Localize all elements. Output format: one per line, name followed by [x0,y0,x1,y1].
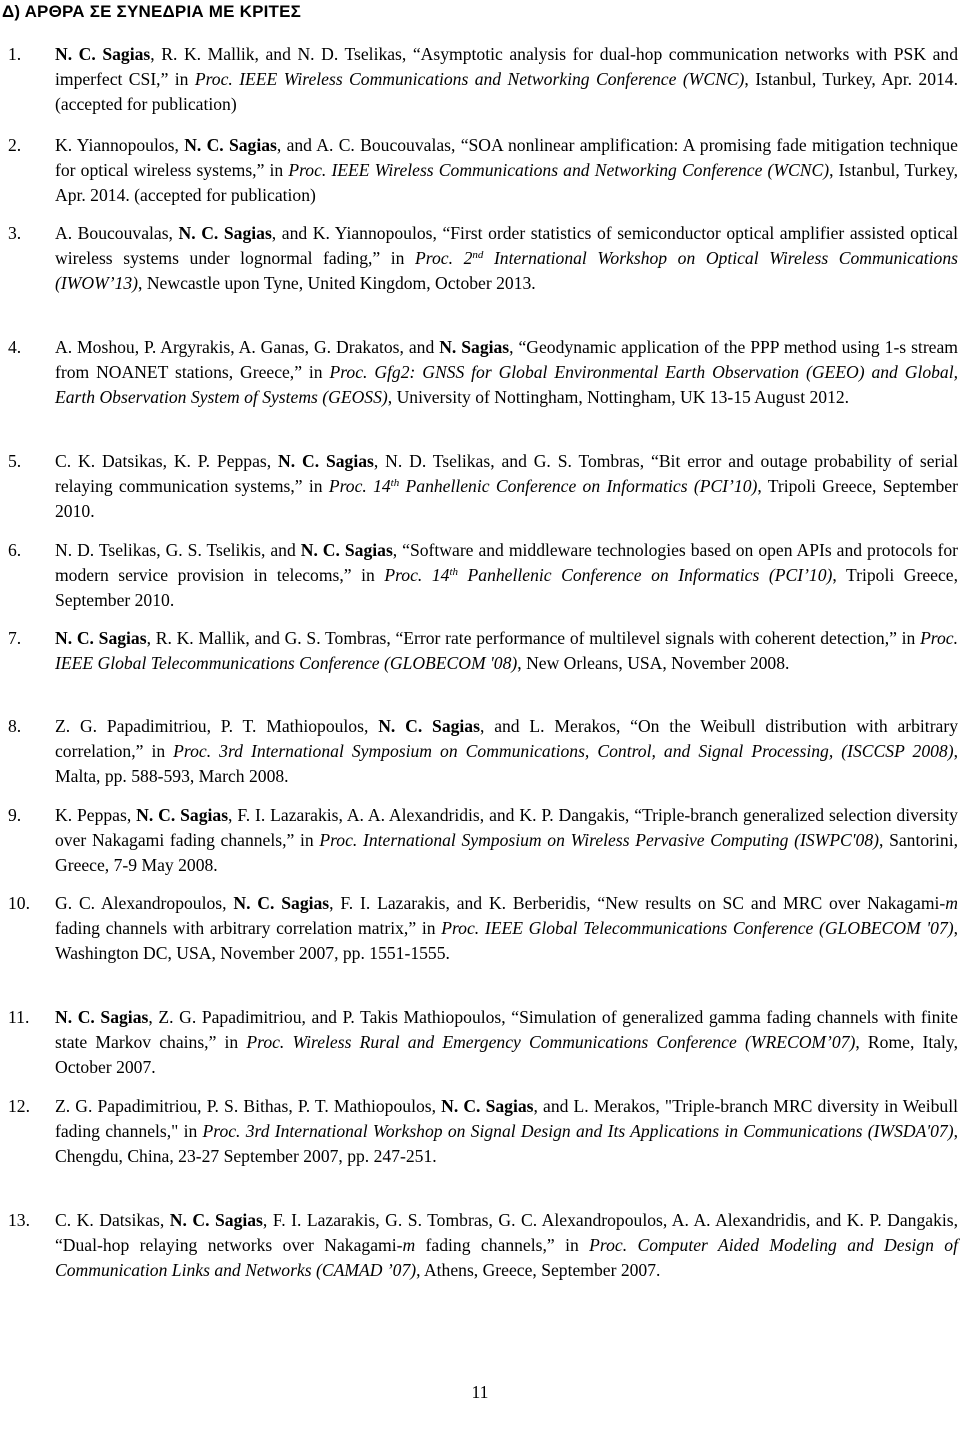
author-highlight: N. C. Sagias [178,223,272,243]
author-highlight: N. C. Sagias [233,893,330,913]
citation-text: , “Geodynamic application of the PPP method using 1-s stream from NOANET stations, Greece,” in [55,337,958,382]
author-highlight: N. C. Sagias [278,451,374,471]
citation-text: , and K. Yiannopoulos, “First order statistics of semiconductor optical amplifier assisted optical wireless systems under lognormal fading,” in [55,223,959,268]
venue-text: th [449,566,458,578]
reference-text [55,221,958,296]
citation-text: , Newcastle upon Tyne, United Kingdom, October 2013. [138,273,536,293]
venue-text: m [402,1235,416,1255]
author-highlight: N. C. Sagias [184,135,277,155]
citation-text: , and L. Merakos, "Triple-branch MRC diversity in Weibull fading channels," in [55,1096,958,1141]
author-highlight: N. C. Sagias [55,44,151,64]
reference-text [55,1094,958,1169]
citation-text: , University of Nottingham, Nottingham, UK 13-15 August 2012. [387,387,850,407]
venue-text: th [390,477,400,489]
citation-text: , Chengdu, China, 23-27 September 2007, pp. 247-251. [55,1121,958,1166]
reference-text [55,449,958,524]
venue-text: Proc. IEEE Wireless Communications and Networking Conference (WCNC) [194,69,745,89]
citation-text: , Malta, pp. 588-593, March 2008. [55,741,958,786]
citation-text [453,248,464,268]
venue-text: Proc. IEEE Wireless Communications and Networking Conference (WCNC) [288,160,830,180]
venue-text: Proc. IEEE Global Telecommunications Conference (GLOBECOM '08) [55,628,959,673]
reference-number: 6. [8,540,22,560]
reference-number: 8. [8,716,22,736]
reference-text [55,133,958,208]
citation-text: K. Yiannopoulos, [55,135,185,155]
reference-text [55,626,958,676]
venue-text: Panhellenic Conference on Informatics (PCI’10) [399,476,758,496]
citation-text: , F. I. Lazarakis, G. S. Tombras, G. C. Alexandropoulos, A. A. Alexandridis, and K. P. Dangakis, “Dual-hop relaying networks over Nakagami- [55,1210,959,1255]
citation-text: , Tripoli Greece, September 2010. [55,565,958,610]
author-highlight: N. C. Sagias [300,540,393,560]
reference-number: 7. [8,628,22,648]
reference-text [55,891,958,966]
citation-text: , and L. Merakos, “On the Weibull distribution with arbitrary correlation,” in [55,716,959,761]
venue-text: Proc. Wireless Rural and Emergency Communications Conference (WRECOM’07) [246,1032,856,1052]
venue-text: m [945,893,958,913]
citation-text: C. K. Datsikas, [55,1210,170,1230]
reference-number: 9. [8,805,22,825]
venue-text: Proc. 14 [328,476,391,496]
citation-text: , Istanbul, Turkey, Apr. 2014. (accepted for publication) [55,69,958,114]
author-highlight: N. C. Sagias [55,628,147,648]
venue-text: International Workshop on Optical Wireless Communications (IWOW’13) [55,248,958,293]
citation-text: fading channels with arbitrary correlation matrix,” in [55,918,442,938]
citation-text: , R. K. Mallik, and G. S. Tombras, “Error rate performance of multilevel signals with coherent detection,” in [146,628,921,648]
reference-number: 13. [8,1210,30,1230]
author-highlight: N. C. Sagias [378,716,480,736]
page-number: 11 [471,1382,489,1402]
citation-text: A. Boucouvalas, [55,223,179,243]
reference-text [55,335,958,410]
reference-text [55,714,958,789]
author-highlight: N. Sagias [439,337,510,357]
reference-number: 3. [8,223,22,243]
citation-text: , N. D. Tselikas, and G. S. Tombras, “Bit error and outage probability of serial relaying communication systems,” in [55,451,958,496]
reference-number: 10. [8,893,30,913]
reference-number: 12. [8,1096,30,1116]
citation-text: C. K. Datsikas, K. P. Peppas, [55,451,279,471]
reference-number: 1. [8,44,22,64]
reference-number: 4. [8,337,22,357]
section-title: Δ) ΑΡΘΡΑ ΣΕ ΣΥΝΕΔΡΙΑ ΜΕ ΚΡΙΤΕΣ [2,2,302,21]
venue-text: Proc. Gfg2: GNSS for Global Environmental Earth Observation (GEEO) and Global, Earth Observation System of Systems (GEOSS) [55,362,959,407]
venue-text: nd [472,249,484,261]
venue-text: Proc. [415,248,453,268]
venue-text: Panhellenic Conference on Informatics (PCI’10) [458,565,833,585]
citation-text: , Santorini, Greece, 7-9 May 2008. [55,830,958,875]
citation-text: , New Orleans, USA, November 2008. [517,653,790,673]
citation-text: , F. I. Lazarakis, and K. Berberidis, “New results on SC and MRC over Nakagami- [329,893,946,913]
venue-text: Proc. International Symposium on Wireless Pervasive Computing (ISWPC'08) [319,830,880,850]
citation-text: , Istanbul, Turkey, Apr. 2014. (accepted for publication) [55,160,958,205]
citation-text: , and A. C. Boucouvalas, “SOA nonlinear amplification: A promising fade mitigation technique for optical wireless systems,” in [55,135,958,180]
venue-text: Proc. 14 [384,565,450,585]
reference-number: 11. [8,1007,30,1027]
reference-number: 2. [8,135,22,155]
author-highlight: N. C. Sagias [441,1096,534,1116]
author-highlight: N. C. Sagias [136,805,229,825]
citation-text: fading channels,” in [415,1235,590,1255]
reference-text [55,538,958,613]
reference-text [55,803,958,878]
venue-text: Proc. IEEE Global Telecommunications Conference (GLOBECOM '07) [441,918,954,938]
author-highlight: N. C. Sagias [55,1007,149,1027]
reference-number: 5. [8,451,22,471]
citation-text: N. D. Tselikas, G. S. Tselikis, and [55,540,301,560]
citation-text: , F. I. Lazarakis, A. A. Alexandridis, and K. P. Dangakis, “Triple-branch generalized selection diversity over Nakagami fading channels,” in [55,805,958,850]
citation-text: , Rome, Italy, October 2007. [55,1032,958,1077]
venue-text: 2 [463,248,473,268]
citation-text: K. Peppas, [55,805,137,825]
reference-text [55,42,958,117]
venue-text: Proc. 3rd International Symposium on Communications, Control, and Signal Processing, (ISCCSP 2008) [173,741,954,761]
citation-text: G. C. Alexandropoulos, [55,893,234,913]
author-highlight: N. C. Sagias [169,1210,263,1230]
reference-text [55,1005,958,1080]
citation-text: , R. K. Mallik, and N. D. Tselikas, “Asymptotic analysis for dual-hop communication networks with PSK and imperfect CSI,” in [55,44,958,89]
citation-text: , Tripoli Greece, September 2010. [55,476,958,521]
citation-text: Z. G. Papadimitriou, P. S. Bithas, P. T. Mathiopoulos, [55,1096,442,1116]
citation-text: , Z. G. Papadimitriou, and P. Takis Mathiopoulos, “Simulation of generalized gamma fading channels with finite state Markov chains,” in [55,1007,958,1052]
citation-text: , “Software and middleware technologies based on open APIs and protocols for modern service provision in telecoms,” in [55,540,959,585]
citation-text: Z. G. Papadimitriou, P. T. Mathiopoulos, [55,716,379,736]
venue-text: Proc. Computer Aided Modeling and Design of Communication Links and Networks (CAMAD ’07) [55,1235,958,1280]
citation-text: , Washington DC, USA, November 2007, pp. 1551-1555. [55,918,958,963]
citation-text: , Athens, Greece, September 2007. [416,1260,661,1280]
citation-text: A. Moshou, P. Argyrakis, A. Ganas, G. Drakatos, and [55,337,440,357]
reference-text [55,1208,958,1283]
venue-text: Proc. 3rd International Workshop on Signal Design and Its Applications in Communications (IWSDA'07) [202,1121,954,1141]
